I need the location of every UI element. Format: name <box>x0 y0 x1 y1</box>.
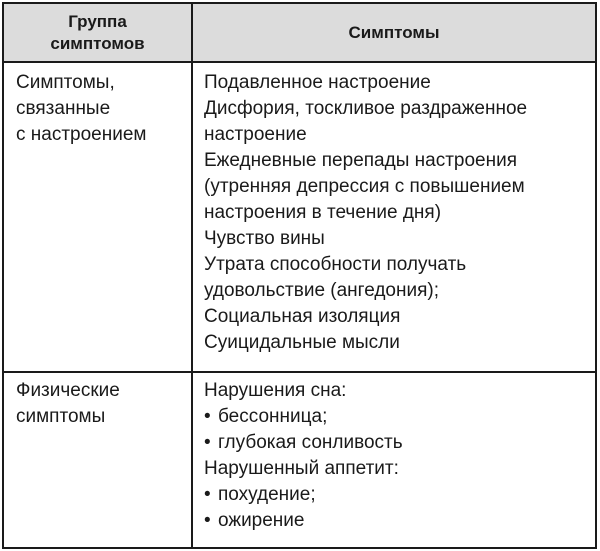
symptoms-cell-physical <box>204 378 591 534</box>
symptom-line: Дисфория, тоскливое раздраженное <box>204 98 528 119</box>
group-label-line: Физические <box>16 380 120 401</box>
group-label-line: симптомы <box>16 406 106 427</box>
bullet-item: • глубокая сонливость <box>204 430 591 456</box>
symptom-line: Нарушения сна: <box>204 380 347 401</box>
table-header-row <box>4 4 595 63</box>
symptom-line: настроения в течение дня) <box>204 202 442 223</box>
header-group-label-line2: симптомов <box>50 34 145 53</box>
symptoms-cell-mood <box>204 70 591 356</box>
symptom-line: Нарушенный аппетит: <box>204 458 399 479</box>
table-row <box>4 63 595 373</box>
column-divider <box>191 63 193 371</box>
symptom-line: Подавленное настроение <box>204 72 431 93</box>
symptom-line: Социальная изоляция <box>204 306 401 327</box>
group-label-line: Симптомы, <box>16 72 115 93</box>
header-group-cell <box>4 11 191 57</box>
group-cell-physical <box>16 378 186 430</box>
group-label-line: с настроением <box>16 124 147 145</box>
header-symptoms-cell <box>193 22 595 44</box>
symptom-line: Суицидальные мысли <box>204 332 400 353</box>
table-row <box>4 373 595 547</box>
group-cell-mood <box>16 70 186 148</box>
symptom-line: Утрата способности получать <box>204 254 467 275</box>
symptom-line: (утренняя депрессия с повышением <box>204 176 525 197</box>
symptoms-table <box>2 2 597 549</box>
group-label-line: связанные <box>16 98 111 119</box>
bullet-item: • бессонница; <box>204 404 591 430</box>
column-divider <box>191 373 193 547</box>
bullet-item: • похудение; <box>204 482 591 508</box>
symptom-line: настроение <box>204 124 307 145</box>
symptom-line: удовольствие (ангедония); <box>204 280 439 301</box>
symptom-line: Чувство вины <box>204 228 325 249</box>
header-symptoms-label: Симптомы <box>348 23 440 42</box>
bullet-item: • ожирение <box>204 508 591 534</box>
symptom-line: Ежедневные перепады настроения <box>204 150 517 171</box>
header-group-label-line1: Группа <box>68 12 127 31</box>
